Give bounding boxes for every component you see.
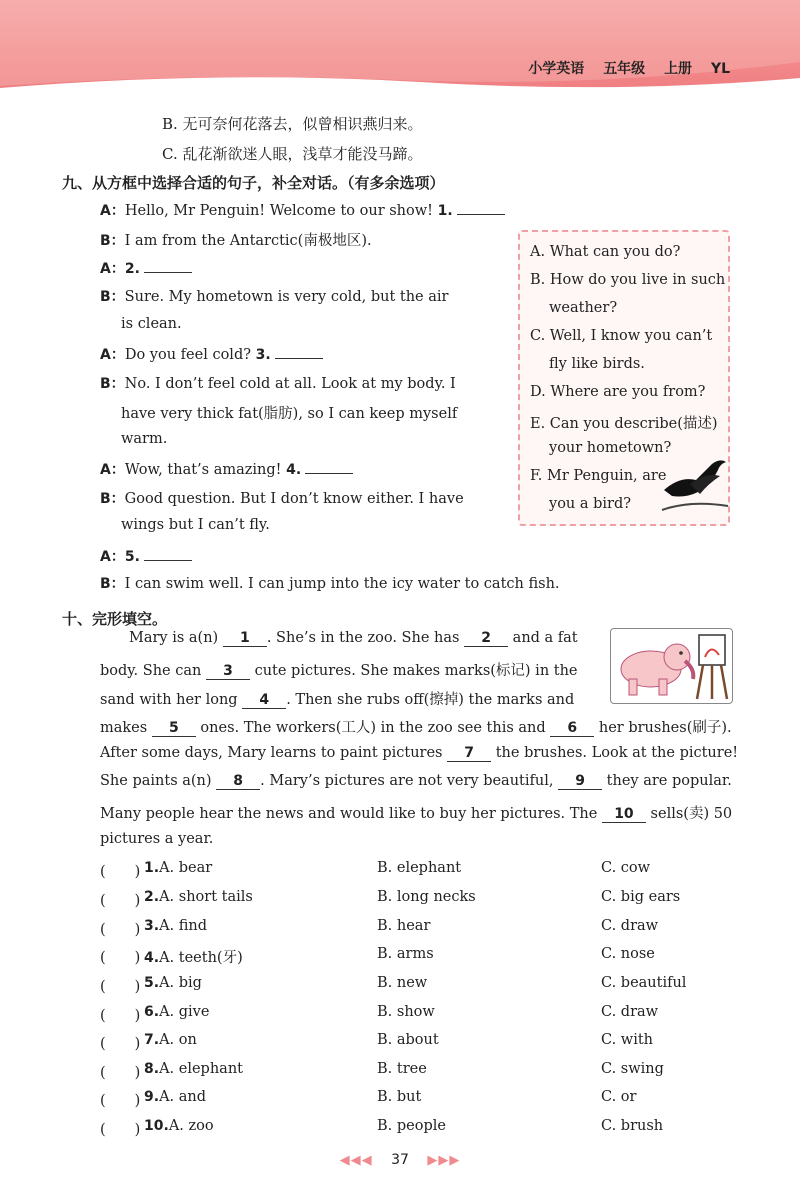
option-a: A. on (159, 1032, 197, 1048)
question-number: 1. (144, 860, 160, 876)
question-row (100, 860, 740, 882)
dialogue-line (100, 459, 353, 479)
dialogue-text: Good question. But I don’t know either. I have (124, 491, 464, 507)
dialogue-line (121, 316, 182, 332)
box-option: your hometown? (549, 440, 672, 456)
header-banner (0, 0, 800, 88)
passage-text: ones. The workers(工人) in the zoo see this and (195, 720, 551, 736)
question-number: 6. (144, 1004, 160, 1020)
section9-title: 九、从方框中选择合适的句子，补全对话。（有多余选项） (62, 174, 445, 192)
question-row (100, 1089, 740, 1111)
answer-parentheses[interactable]: ( ) (100, 864, 141, 880)
answer-parentheses[interactable]: ( ) (100, 1008, 141, 1024)
question-number: 8. (144, 1061, 160, 1077)
speaker-label: A： (100, 347, 125, 363)
answer-parentheses[interactable]: ( ) (100, 1122, 141, 1138)
passage-line (100, 716, 732, 737)
option-a: A. short tails (159, 889, 253, 905)
question-row (100, 1032, 740, 1054)
passage-text: She paints a(n) (100, 773, 217, 789)
option-a: A. give (159, 1004, 210, 1020)
header-volume: 上册 (664, 61, 693, 77)
question-row (100, 918, 740, 940)
passage-line (100, 745, 738, 762)
option-a-group (144, 1089, 206, 1105)
option-b: B. elephant (377, 860, 462, 876)
options-box (518, 230, 730, 526)
dialogue-line (100, 200, 505, 220)
option-c: C. beautiful (601, 975, 687, 991)
dialogue-line (121, 402, 457, 423)
box-option: weather? (549, 300, 618, 316)
passage-line (100, 688, 574, 709)
dialogue-text: Do you feel cold? (124, 347, 256, 363)
dialogue-text: Hello, Mr Penguin! Welcome to our show! (124, 203, 438, 219)
passage-line (129, 630, 578, 647)
option-c: C. draw (601, 918, 659, 934)
answer-parentheses[interactable]: ( ) (100, 893, 141, 909)
prev-option-c: C. 乱花渐欲迷人眼，浅草才能没马蹄。 (162, 145, 423, 163)
passage-text: After some days, Mary learns to paint pictures (100, 745, 448, 761)
question-number: 4. (144, 950, 160, 966)
dialogue-line (100, 373, 456, 393)
blank-number: 4. (286, 462, 302, 478)
dialogue-text: Wow, that’s amazing! (124, 462, 287, 478)
question-row (100, 1118, 740, 1140)
option-a-group (144, 1004, 209, 1020)
box-option: C. Well, I know you can’t (530, 328, 713, 344)
question-number: 7. (144, 1032, 160, 1048)
passage-line (100, 773, 732, 790)
option-c: C. draw (601, 1004, 659, 1020)
right-arrows-icon: ▶▶▶ (427, 1153, 461, 1168)
box-option: F. Mr Penguin, are (530, 468, 667, 484)
question-row (100, 1061, 740, 1083)
speaker-label: A： (100, 203, 125, 219)
dialogue-text: Sure. My hometown is very cold, but the air (124, 289, 449, 305)
blank-number: 5. (124, 549, 140, 565)
answer-blank[interactable] (305, 460, 353, 474)
cloze-gap[interactable]: 5 (152, 720, 196, 737)
cloze-gap[interactable]: 1 (223, 630, 267, 647)
cloze-gap[interactable]: 2 (464, 630, 508, 647)
answer-parentheses[interactable]: ( ) (100, 979, 141, 995)
question-number: 10. (144, 1118, 169, 1134)
prev-option-b: B. 无可奈何花落去，似曾相识燕归来。 (162, 115, 423, 133)
option-a-group (144, 860, 212, 876)
option-c: C. with (601, 1032, 654, 1048)
speaker-label: A： (100, 462, 125, 478)
option-a-group (144, 1118, 214, 1134)
box-option: you a bird? (549, 496, 632, 512)
dialogue-text: I can swim well. I can jump into the icy water to catch fish. (124, 576, 560, 592)
option-c: C. nose (601, 946, 655, 962)
dialogue-text: I am from the Antarctic(南极地区). (124, 233, 372, 249)
dialogue-line (121, 517, 270, 533)
passage-text: and a fat (508, 630, 578, 646)
dialogue-text: No. I don’t feel cold at all. Look at my body. I (124, 376, 456, 392)
answer-blank[interactable] (275, 345, 323, 359)
passage-line (100, 802, 732, 823)
page-number: 37 (391, 1152, 409, 1168)
option-c: C. swing (601, 1061, 664, 1077)
cloze-gap[interactable]: 8 (216, 773, 260, 790)
box-option: fly like birds. (549, 356, 645, 372)
question-number: 5. (144, 975, 160, 991)
option-b: B. show (377, 1004, 435, 1020)
cloze-gap[interactable]: 4 (242, 692, 286, 709)
option-a-group (144, 918, 207, 934)
box-option: D. Where are you from? (530, 384, 706, 400)
dialogue-line (100, 344, 323, 364)
option-a-group (144, 889, 253, 905)
option-a: A. bear (159, 860, 213, 876)
speaker-label: B： (100, 233, 125, 249)
option-b: B. hear (377, 918, 431, 934)
option-b: B. about (377, 1032, 439, 1048)
option-a: A. elephant (159, 1061, 243, 1077)
option-b: B. long necks (377, 889, 476, 905)
option-b: B. new (377, 975, 428, 991)
option-c: C. or (601, 1089, 637, 1105)
left-arrows-icon: ◀◀◀ (339, 1153, 373, 1168)
bird-illustration-icon (660, 450, 730, 520)
passage-line (100, 659, 578, 680)
option-b: B. tree (377, 1061, 427, 1077)
question-row (100, 975, 740, 997)
answer-parentheses[interactable]: ( ) (100, 1093, 141, 1109)
blank-number: 2. (124, 261, 140, 277)
speaker-label: B： (100, 576, 125, 592)
answer-parentheses[interactable]: ( ) (100, 922, 141, 938)
dialogue-text: is clean. (121, 316, 182, 332)
header-grade: 五年级 (603, 61, 646, 77)
option-b: B. but (377, 1089, 422, 1105)
blank-number: 1. (437, 203, 453, 219)
answer-blank[interactable] (144, 259, 192, 273)
dialogue-line (100, 229, 372, 250)
dialogue-line (100, 258, 192, 278)
question-row (100, 946, 740, 968)
passage-text: pictures a year. (100, 831, 214, 847)
speaker-label: B： (100, 289, 125, 305)
question-number: 9. (144, 1089, 160, 1105)
header-edition: YL (710, 61, 730, 77)
passage-text: body. She can (100, 663, 206, 679)
option-a: A. and (159, 1089, 207, 1105)
option-a: A. find (159, 918, 208, 934)
box-option: A. What can you do? (530, 244, 681, 260)
option-a: A. teeth(牙) (159, 950, 243, 966)
passage-text: the brushes. Look at the picture! (491, 745, 739, 761)
question-row (100, 889, 740, 911)
speaker-label: A： (100, 549, 125, 565)
header-subject: 小学英语 (528, 61, 585, 77)
option-a-group (144, 1061, 243, 1077)
passage-text: Many people hear the news and would like to buy her pictures. The (100, 806, 602, 822)
passage-text: makes (100, 720, 152, 736)
question-row (100, 1004, 740, 1026)
box-option: B. How do you live in such (530, 272, 726, 288)
dialogue-line (100, 488, 464, 508)
elephant-icon (611, 629, 732, 703)
option-c: C. cow (601, 860, 651, 876)
dialogue-line (121, 431, 167, 447)
speaker-label: B： (100, 491, 125, 507)
option-a-group (144, 975, 202, 991)
passage-text: . She’s in the zoo. She has (266, 630, 465, 646)
passage-line (100, 831, 213, 847)
option-a-group (144, 946, 243, 967)
dialogue-line (100, 573, 560, 593)
answer-parentheses[interactable]: ( ) (100, 1036, 141, 1052)
speaker-label: B： (100, 376, 125, 392)
question-number: 2. (144, 889, 160, 905)
header-meta (514, 58, 730, 78)
option-b: B. arms (377, 946, 434, 962)
option-a: A. zoo (168, 1118, 214, 1134)
passage-text: sells(卖) 50 (645, 806, 733, 822)
question-number: 3. (144, 918, 160, 934)
cloze-gap[interactable]: 6 (550, 720, 594, 737)
dialogue-text: have very thick fat(脂肪), so I can keep myself (121, 406, 458, 422)
blank-number: 3. (255, 347, 271, 363)
passage-text: her brushes(刷子). (594, 720, 732, 736)
cloze-gap[interactable]: 10 (602, 806, 646, 823)
passage-text: Mary is a(n) (129, 630, 223, 646)
cloze-gap[interactable]: 9 (558, 773, 602, 790)
cloze-gap[interactable]: 7 (447, 745, 491, 762)
dialogue-text: warm. (121, 431, 168, 447)
option-c: C. big ears (601, 889, 681, 905)
cloze-gap[interactable]: 3 (206, 663, 250, 680)
answer-parentheses[interactable]: ( ) (100, 950, 141, 966)
option-a: A. big (159, 975, 202, 991)
option-b: B. people (377, 1118, 446, 1134)
answer-blank[interactable] (144, 547, 192, 561)
option-a-group (144, 1032, 197, 1048)
option-c: C. brush (601, 1118, 664, 1134)
passage-text: sand with her long (100, 692, 243, 708)
answer-parentheses[interactable]: ( ) (100, 1065, 141, 1081)
dialogue-line (100, 546, 192, 566)
dialogue-line (100, 286, 448, 306)
box-option: E. Can you describe(描述) (530, 416, 718, 432)
passage-text: . Mary’s pictures are not very beautiful, (260, 773, 559, 789)
elephant-painting-illustration (610, 628, 733, 704)
passage-text: cute pictures. She makes marks(标记) in the (249, 663, 578, 679)
passage-text: . Then she rubs off(擦掉) the marks and (286, 692, 575, 708)
section10-title: 十、完形填空。 (62, 610, 168, 628)
page-footer (0, 1152, 800, 1168)
answer-blank[interactable] (457, 201, 505, 215)
dialogue-text: wings but I can’t fly. (121, 517, 270, 533)
passage-text: they are popular. (602, 773, 732, 789)
speaker-label: A： (100, 261, 125, 277)
